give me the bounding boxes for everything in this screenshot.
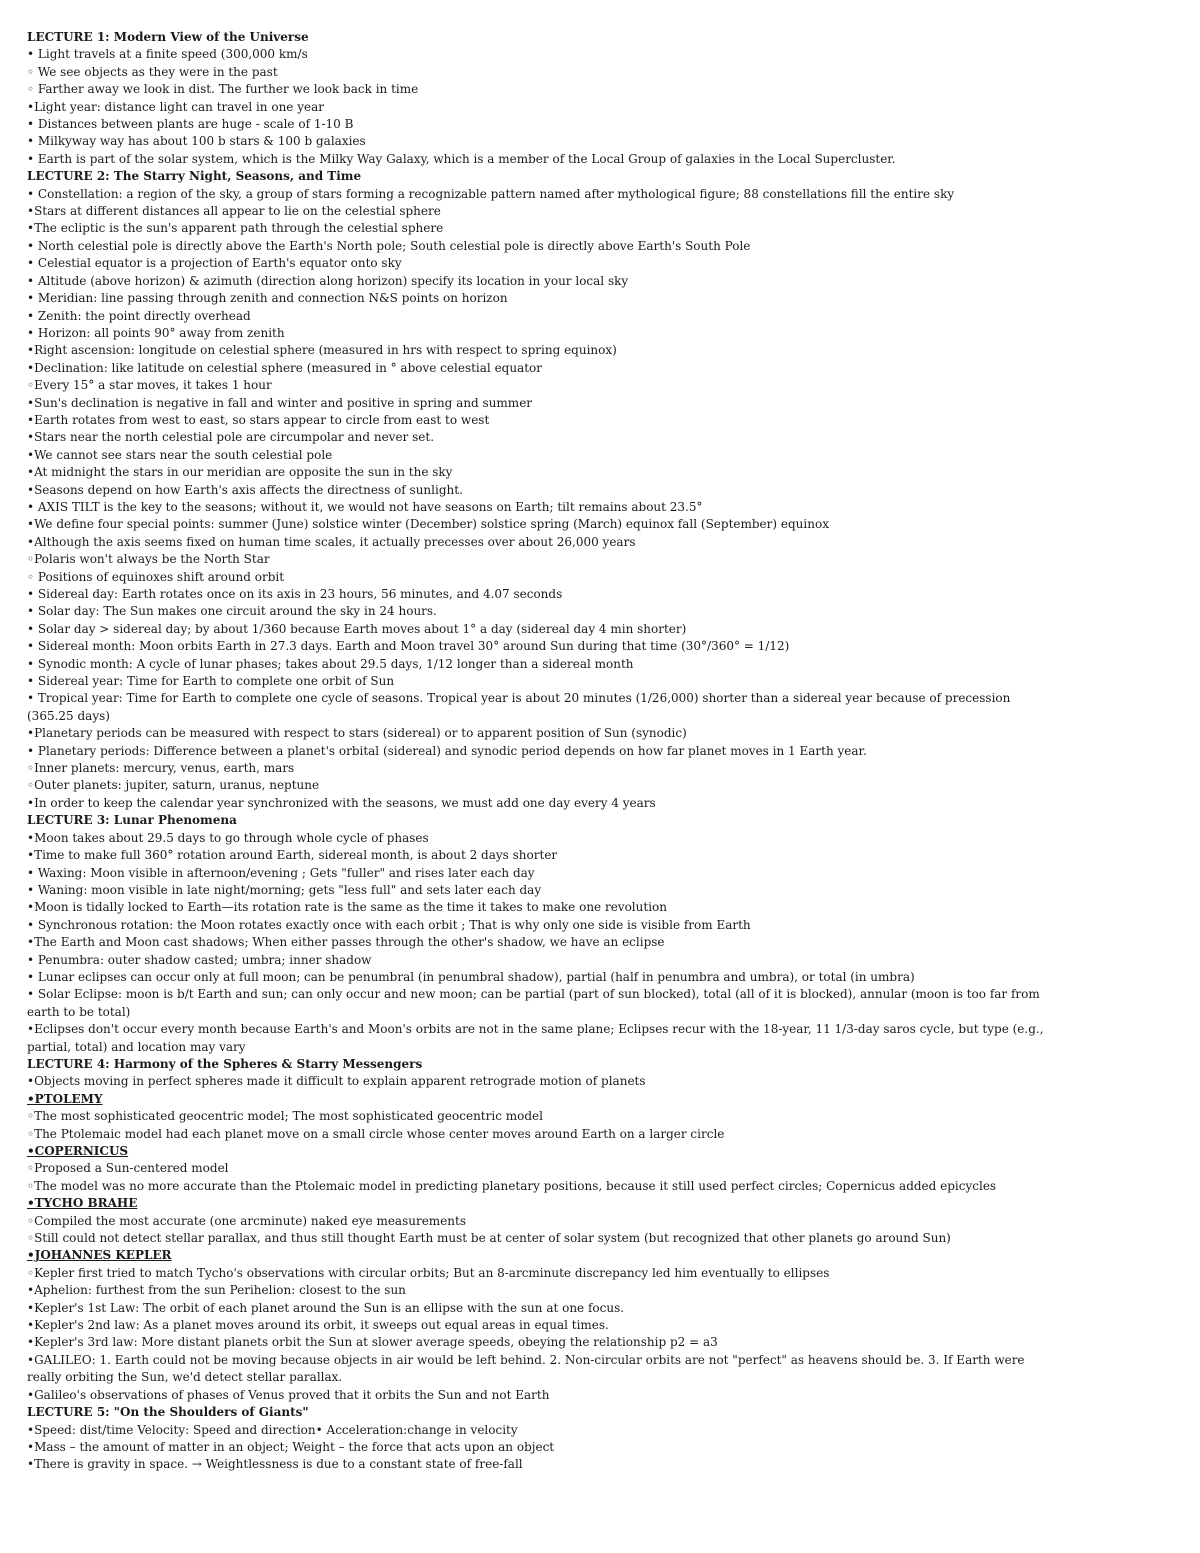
note-line: •Declination: like latitude on celestial sphere (measured in ° above celestial equator <box>27 360 543 375</box>
note-line: ◦Kepler first tried to match Tycho's observations with circular orbits; But an 8-arcminute discrepancy led him eventually to ellipses <box>27 1265 830 1280</box>
note-line: • Solar Eclipse: moon is b/t Earth and sun; can only occur and new moon; can be partial (part of sun blocked), total (all of it is blocked), annular (moon is too far from earth to be total) <box>27 987 1040 1019</box>
note-line: •Light year: distance light can travel in one year <box>27 99 324 114</box>
lecture-heading: LECTURE 3: Lunar Phenomena <box>27 813 237 828</box>
note-line: • Waning: moon visible in late night/morning; gets "less full" and sets later each day <box>27 882 542 897</box>
note-line: •Aphelion: furthest from the sun Perihelion: closest to the sun <box>27 1283 406 1298</box>
note-line: • Solar day > sidereal day; by about 1/360 because Earth moves about 1° a day (sidereal day 4 min shorter) <box>27 621 687 636</box>
note-line: •Eclipses don't occur every month because Earth's and Moon's orbits are not in the same plane; Eclipses recur with the 18-year, 11 1/3-day saros cycle, but type (e.g., partial, total) and location may vary <box>27 1022 1044 1054</box>
note-line: •Earth rotates from west to east, so stars appear to circle from east to west <box>27 412 490 427</box>
note-line: •Moon is tidally locked to Earth—its rotation rate is the same as the time it takes to make one revolution <box>27 900 667 915</box>
lecture-heading: LECTURE 5: "On the Shoulders of Giants" <box>27 1405 309 1420</box>
note-line: • Constellation: a region of the sky, a group of stars forming a recognizable pattern named after mythological figure; 88 constellations fill the entire sky <box>27 186 955 201</box>
note-line: ◦The most sophisticated geocentric model; The most sophisticated geocentric model <box>27 1109 543 1124</box>
note-line: ◦Proposed a Sun-centered model <box>27 1161 229 1176</box>
note-line: • Earth is part of the solar system, which is the Milky Way Galaxy, which is a member of the Local Group of galaxies in the Local Supercluster. <box>27 151 896 166</box>
note-line: •GALILEO: 1. Earth could not be moving because objects in air would be left behind. 2. Non-circular orbits are not "perfect" as heavens should be. 3. If Earth were really orbiting the Sun, we'd detect stellar parallax. <box>27 1352 1025 1385</box>
note-line: • Synchronous rotation: the Moon rotates exactly once with each orbit ; That is why only one side is visible from Earth <box>27 917 751 932</box>
note-line: • Solar day: The Sun makes one circuit around the sky in 24 hours. <box>27 604 437 619</box>
note-line: • Zenith: the point directly overhead <box>27 308 251 323</box>
note-line: ◦ Farther away we look in dist. The further we look back in time <box>27 82 419 97</box>
note-line: • Tropical year: Time for Earth to complete one cycle of seasons. Tropical year is about 20 minutes (1/26,000) shorter than a sidereal year because of precession (365.25 days) <box>27 691 1011 723</box>
note-line: ◦ We see objects as they were in the past <box>27 64 278 79</box>
note-line: •Kepler's 1st Law: The orbit of each planet around the Sun is an ellipse with the sun at one focus. <box>27 1300 625 1315</box>
note-line: • Penumbra: outer shadow casted; umbra; inner shadow <box>27 952 372 967</box>
section-subheading: •COPERNICUS <box>27 1144 129 1158</box>
note-line: • Sidereal month: Moon orbits Earth in 27.3 days. Earth and Moon travel 30° around Sun during that time (30°/360° = 1/12) <box>27 639 790 654</box>
note-line: • Celestial equator is a projection of Earth's equator onto sky <box>27 256 402 271</box>
note-line: • Distances between plants are huge - scale of 1-10 B <box>27 117 354 132</box>
note-line: • Light travels at a finite speed (300,000 km/s <box>27 47 308 62</box>
note-line: •Sun's declination is negative in fall and winter and positive in spring and summer <box>27 395 533 410</box>
note-line: •There is gravity in space. → Weightlessness is due to a constant state of free-fall <box>27 1457 523 1472</box>
note-line: •Planetary periods can be measured with respect to stars (sidereal) or to apparent position of Sun (synodic) <box>27 726 687 741</box>
note-line: • Synodic month: A cycle of lunar phases; takes about 29.5 days, 1/12 longer than a sidereal month <box>27 656 634 671</box>
note-line: •We define four special points: summer (June) solstice winter (December) solstice spring (March) equinox fall (September) equinox <box>27 517 829 532</box>
note-line: •Galileo's observations of phases of Venus proved that it orbits the Sun and not Earth <box>27 1387 550 1402</box>
lecture-heading: LECTURE 2: The Starry Night, Seasons, and Time <box>27 169 362 184</box>
section-subheading: •TYCHO BRAHE <box>27 1196 138 1211</box>
note-line: •Right ascension: longitude on celestial sphere (measured in hrs with respect to spring equinox) <box>27 343 617 358</box>
note-line: •We cannot see stars near the south celestial pole <box>27 447 333 462</box>
note-line: •At midnight the stars in our meridian are opposite the sun in the sky <box>27 465 453 480</box>
note-line: •The ecliptic is the sun's apparent path through the celestial sphere <box>27 221 444 236</box>
section-subheading: •PTOLEMY <box>27 1091 103 1106</box>
note-line: ◦Inner planets: mercury, venus, earth, mars <box>27 761 295 776</box>
note-line: • Meridian: line passing through zenith and connection N&S points on horizon <box>27 291 508 306</box>
note-line: • Milkyway way has about 100 b stars & 100 b galaxies <box>27 134 366 149</box>
note-line: •Seasons depend on how Earth's axis affects the directness of sunlight. <box>27 482 463 497</box>
note-line: •The Earth and Moon cast shadows; When either passes through the other's shadow, we have an eclipse <box>27 935 665 950</box>
note-line: •Kepler's 2nd law: As a planet moves around its orbit, it sweeps out equal areas in equal times. <box>27 1318 609 1333</box>
note-line: •Speed: dist/time Velocity: Speed and direction• Acceleration:change in velocity <box>27 1422 518 1437</box>
note-line: ◦Compiled the most accurate (one arcminute) naked eye measurements <box>27 1213 466 1228</box>
note-line: •In order to keep the calendar year synchronized with the seasons, we must add one day every 4 years <box>27 795 656 810</box>
note-line: •Moon takes about 29.5 days to go through whole cycle of phases <box>27 830 429 845</box>
note-line: ◦Polaris won't always be the North Star <box>27 552 270 567</box>
note-line: • Altitude (above horizon) & azimuth (direction along horizon) specify its location in your local sky <box>27 273 629 288</box>
note-line: •Stars near the north celestial pole are circumpolar and never set. <box>27 430 435 445</box>
lecture-heading: LECTURE 1: Modern View of the Universe <box>27 30 309 44</box>
note-line: • AXIS TILT is the key to the seasons; without it, we would not have seasons on Earth; tilt remains about 23.5° <box>27 499 703 514</box>
note-line: • Waxing: Moon visible in afternoon/evening ; Gets "fuller" and rises later each day <box>27 865 535 880</box>
note-line: •Kepler's 3rd law: More distant planets orbit the Sun at slower average speeds, obeying the relationship p2 = a3 <box>27 1335 718 1350</box>
note-line: • Sidereal year: Time for Earth to complete one orbit of Sun <box>27 674 395 689</box>
note-line: •Although the axis seems fixed on human time scales, it actually precesses over about 26,000 years <box>27 534 636 549</box>
note-line: ◦Still could not detect stellar parallax, and thus still thought Earth must be at center of solar system (but recognized that other planets go around Sun) <box>27 1231 951 1246</box>
section-subheading: •JOHANNES KEPLER <box>27 1248 172 1263</box>
lecture-heading: LECTURE 4: Harmony of the Spheres & Starry Messengers <box>27 1056 423 1071</box>
note-line: •Objects moving in perfect spheres made it difficult to explain apparent retrograde motion of planets <box>27 1074 646 1089</box>
note-line: • North celestial pole is directly above the Earth's North pole; South celestial pole is directly above Earth's South Pole <box>27 238 751 253</box>
note-line: •Mass – the amount of matter in an object; Weight – the force that acts upon an object <box>27 1439 555 1454</box>
note-line: •Time to make full 360° rotation around Earth, sidereal month, is about 2 days shorter <box>27 848 558 863</box>
note-line: ◦Outer planets: jupiter, saturn, uranus, neptune <box>27 778 320 793</box>
note-line: •Stars at different distances all appear to lie on the celestial sphere <box>27 204 441 219</box>
note-line: • Lunar eclipses can occur only at full moon; can be penumbral (in penumbral shadow), partial (half in penumbra and umbra), or total (in umbra) <box>27 969 915 984</box>
note-line: • Sidereal day: Earth rotates once on its axis in 23 hours, 56 minutes, and 4.07 seconds <box>27 587 563 601</box>
note-line: ◦Every 15° a star moves, it takes 1 hour <box>27 378 272 393</box>
note-line: • Horizon: all points 90° away from zenith <box>27 325 285 340</box>
note-line: ◦The Ptolemaic model had each planet move on a small circle whose center moves around Earth on a larger circle <box>27 1126 725 1141</box>
note-line: • Planetary periods: Difference between a planet's orbital (sidereal) and synodic period depends on how far planet moves in 1 Earth year. <box>27 743 867 758</box>
note-line: ◦ Positions of equinoxes shift around orbit <box>27 569 285 584</box>
note-line: ◦The model was no more accurate than the Ptolemaic model in predicting planetary positions, because it still used perfect circles; Copernicus added epicycles <box>27 1178 997 1193</box>
